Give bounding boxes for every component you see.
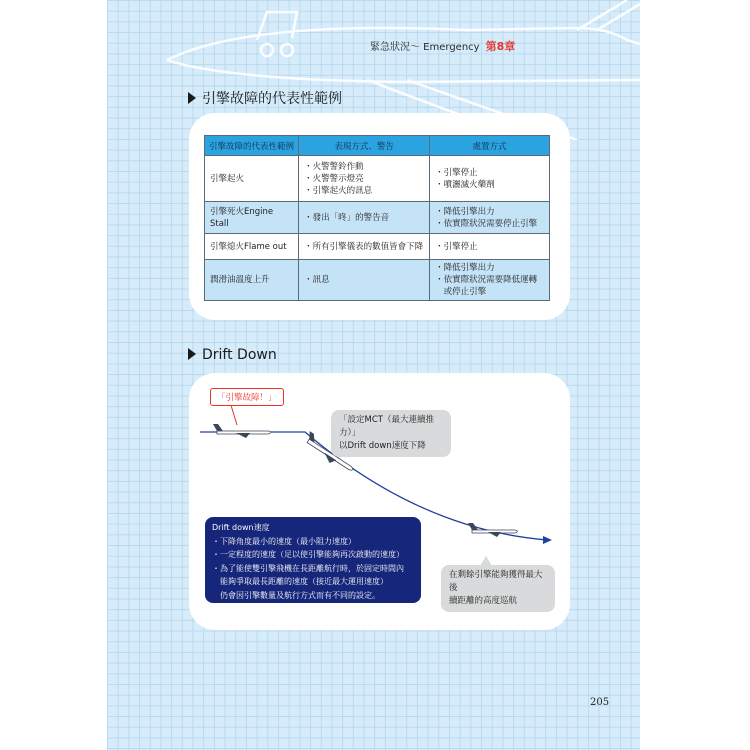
page-number: 205 — [590, 697, 610, 708]
flight-path-arrowhead-icon — [543, 536, 552, 544]
airplane-cruise-icon — [213, 424, 271, 438]
column-header: 表現方式、警告 — [299, 136, 430, 156]
signs-cell: ・所有引擎儀表的數值皆會下降 — [299, 234, 430, 260]
failure-name: 引擎死火Engine Stall — [205, 202, 299, 234]
section-heading-drift-down: Drift Down — [188, 347, 277, 363]
mct-callout: 「設定MCT（最大連續推力）」 以Drift down速度下降 — [331, 410, 451, 457]
actions-cell: ・引擎停止 ・噴灑滅火藥劑 — [430, 156, 550, 202]
running-title: 緊急狀況～ Emergency — [370, 42, 480, 53]
cruise-altitude-callout: 在剩餘引擎能夠獲得最大後 續距離的高度巡航 — [441, 565, 555, 612]
actions-cell: ・降低引擎出力 ・依實際狀況需要停止引擎 — [430, 202, 550, 234]
box-title: Drift down速度 — [212, 523, 270, 532]
drift-down-speed-box: Drift down速度 ・下降角度最小的速度（最小阻力速度） ・一定程度的速度（足以使引擎能夠再次啟動的速度） ・為了能使雙引擎飛機在長距離航行時，於固定時間內 能夠爭取最長距離的速度（接近最大運用速度） 仍會因引擎數量及航行方式而有不同的設定。 — [205, 517, 421, 603]
section-heading-engine-failures: 引擎故障的代表性範例 — [188, 88, 342, 108]
column-header: 引擎故障的代表性範例 — [205, 136, 299, 156]
chapter-label: 第8章 — [485, 40, 516, 53]
actions-cell: ・引擎停止 — [430, 234, 550, 260]
failure-name: 引擎起火 — [205, 156, 299, 202]
failure-name: 引擎熄火Flame out — [205, 234, 299, 260]
failure-name: 潤滑油溫度上升 — [205, 260, 299, 301]
actions-cell: ・降低引擎出力 ・依實際狀況需要降低運轉 或停止引擎 — [430, 260, 550, 301]
engine-failure-tag: 「引擎故障！」 — [210, 388, 284, 406]
signs-cell: ・火警警鈴作動 ・火警警示燈亮 ・引擎起火的訊息 — [299, 156, 430, 202]
column-header: 處置方式 — [430, 136, 550, 156]
signs-cell: ・發出「咚」的警告音 — [299, 202, 430, 234]
signs-cell: ・訊息 — [299, 260, 430, 301]
